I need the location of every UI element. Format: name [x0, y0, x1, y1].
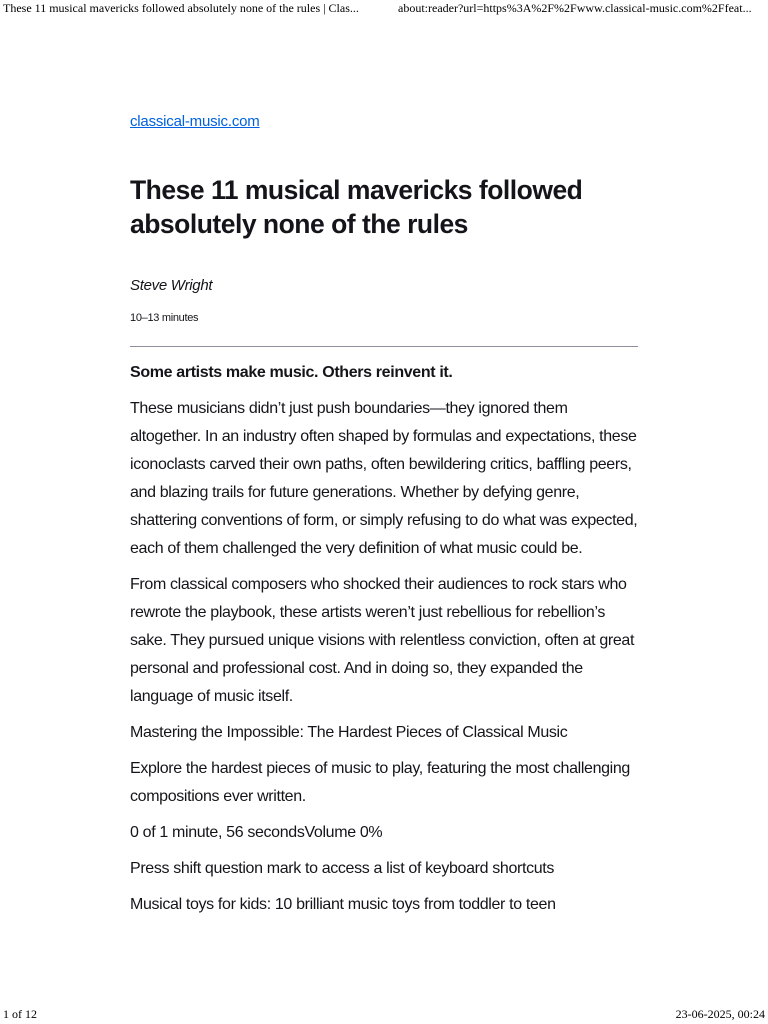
article-content — [130, 359, 638, 919]
reader-view — [130, 113, 638, 927]
article-author: Steve Wright — [130, 277, 213, 294]
print-page-url: about:reader?url=https%3A%2F%2Fwww.classical-music.com%2Ffeat... — [398, 1, 752, 15]
video-player-status: 0 of 1 minute, 56 secondsVolume 0% — [130, 824, 383, 841]
article-lead: Some artists make music. Others reinvent it. — [130, 364, 453, 381]
article-paragraph: These musicians didn’t just push boundaries—they ignored them altogether. In an industry often shaped by formulas and expectations, these iconoclasts carved their own paths, often bewildering critics, baffling peers, and blazing trails for future generations. Whether by defying genre, shattering conventions of form, or simply refusing to do what was expected, each of them challenged the very definition of what music could be. — [130, 400, 638, 557]
header-divider — [130, 346, 638, 347]
source-domain-link[interactable]: classical-music.com — [130, 113, 260, 130]
page-number: 1 of 12 — [3, 1007, 37, 1021]
video-title: Mastering the Impossible: The Hardest Pieces of Classical Music — [130, 724, 568, 741]
print-footer — [0, 1006, 768, 1024]
article-title: These 11 musical mavericks followed absolutely none of the rules — [130, 175, 583, 239]
print-datetime: 23-06-2025, 00:24 — [675, 1007, 765, 1021]
print-page-title: These 11 musical mavericks followed absolutely none of the rules | Clas... — [3, 1, 359, 15]
print-header — [0, 0, 768, 18]
video-description: Explore the hardest pieces of music to play, featuring the most challenging compositions ever written. — [130, 760, 630, 805]
reading-time: 10–13 minutes — [130, 312, 199, 324]
related-article-title: Musical toys for kids: 10 brilliant music toys from toddler to teen — [130, 896, 556, 913]
article-paragraph: From classical composers who shocked their audiences to rock stars who rewrote the playbook, these artists weren’t just rebellious for rebellion’s sake. They pursued unique visions with relentless conviction, often at great personal and professional cost. And in doing so, they expanded the language of music itself. — [130, 576, 635, 705]
keyboard-shortcuts-hint: Press shift question mark to access a list of keyboard shortcuts — [130, 860, 555, 877]
